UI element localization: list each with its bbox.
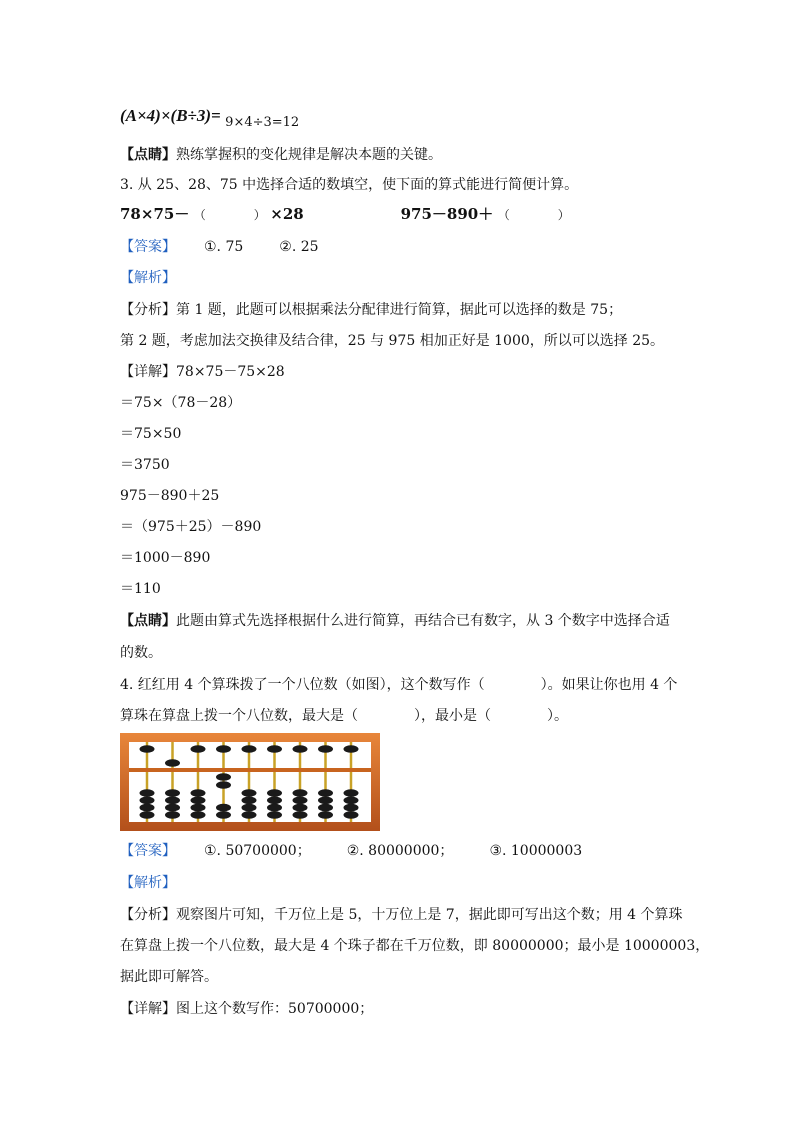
xiangjie-3-line0 bbox=[120, 362, 285, 382]
abacus-lower-bead bbox=[267, 804, 282, 812]
dianjing-1 bbox=[120, 145, 442, 165]
abacus-lower-bead bbox=[216, 773, 231, 781]
fenxi-4-line3: 据此即可解答。 bbox=[120, 969, 218, 985]
question-3-expressions bbox=[120, 204, 570, 225]
fenxi-3-text1: 第 1 题，此题可以根据乘法分配律进行简算，据此可以选择的数是 75； bbox=[176, 302, 623, 318]
abacus-lower-bead bbox=[344, 789, 359, 797]
answer-tag: 【答案】 bbox=[120, 239, 176, 255]
abacus-lower-bead bbox=[293, 789, 308, 797]
abacus-lower-bead bbox=[318, 797, 333, 805]
xiangjie-3-line4: 975－890＋25 bbox=[120, 488, 220, 504]
dianjing-tag: 【点睛】 bbox=[120, 147, 176, 163]
abacus-lower-bead bbox=[293, 804, 308, 812]
abacus-lower-bead bbox=[344, 811, 359, 819]
jiexi-4: 【解析】 bbox=[120, 875, 176, 891]
xiangjie-3-text0: 78×75－75×28 bbox=[176, 364, 285, 380]
abacus-lower-bead bbox=[242, 797, 257, 805]
dianjing-3-line2: 的数。 bbox=[120, 645, 162, 661]
abacus-beam bbox=[129, 768, 371, 772]
fenxi-4-line1 bbox=[120, 905, 683, 925]
abacus-lower-bead bbox=[191, 789, 206, 797]
abacus-upper-bead bbox=[344, 745, 359, 753]
xiangjie-3-line5: ＝（975＋25）－890 bbox=[120, 519, 262, 535]
fenxi-tag: 【分析】 bbox=[120, 907, 176, 923]
fenxi-4-line2: 在算盘上拨一个八位数，最大是 4 个珠子都在千万位数，即 80000000；最小是 10000003， bbox=[120, 938, 710, 954]
abacus-lower-bead bbox=[165, 804, 180, 812]
formula-top bbox=[120, 106, 299, 128]
abacus-upper-bead bbox=[242, 745, 257, 753]
abacus-lower-bead bbox=[165, 789, 180, 797]
xiangjie-3-line2: ＝75×50 bbox=[120, 426, 182, 442]
expr1-a: 78×75－ bbox=[120, 205, 190, 223]
abacus-upper-bead bbox=[216, 745, 231, 753]
expr1-b: ×28 bbox=[270, 205, 304, 223]
answer-tag: 【答案】 bbox=[120, 843, 176, 859]
abacus-lower-bead bbox=[242, 789, 257, 797]
fenxi-3-line1 bbox=[120, 300, 622, 320]
abacus-upper-bead bbox=[318, 745, 333, 753]
abacus-lower-bead bbox=[318, 811, 333, 819]
xiangjie-3-line7: ＝110 bbox=[120, 581, 161, 597]
dianjing-tag: 【点睛】 bbox=[120, 613, 176, 629]
answer-3 bbox=[120, 237, 319, 257]
expr2-paren: （ ） bbox=[497, 208, 570, 222]
xiangjie-4-text: 图上这个数写作：50700000； bbox=[176, 1001, 374, 1017]
formula-left: (A×4)×(B÷3)= bbox=[120, 106, 221, 125]
dianjing-3-text1: 此题由算式先选择根据什么进行简算，再结合已有数字，从 3 个数字中选择合适 bbox=[176, 613, 670, 629]
abacus-lower-bead bbox=[267, 797, 282, 805]
abacus-lower-bead bbox=[165, 811, 180, 819]
abacus-upper-bead bbox=[140, 745, 155, 753]
answer-4 bbox=[120, 841, 582, 861]
abacus-lower-bead bbox=[216, 781, 231, 789]
answer-3-1: ①. 75 bbox=[204, 239, 244, 255]
question-4-line2: 算珠在算盘上拨一个八位数，最大是（ ），最小是（ ）。 bbox=[120, 708, 568, 724]
abacus-upper-bead bbox=[293, 745, 308, 753]
abacus-lower-bead bbox=[191, 811, 206, 819]
abacus-figure bbox=[120, 733, 380, 831]
abacus-lower-bead bbox=[216, 804, 231, 812]
abacus-lower-bead bbox=[242, 804, 257, 812]
xiangjie-4 bbox=[120, 999, 373, 1019]
abacus-lower-bead bbox=[191, 797, 206, 805]
abacus-lower-bead bbox=[293, 811, 308, 819]
abacus-lower-bead bbox=[318, 804, 333, 812]
xiangjie-3-line1: ＝75×（78－28） bbox=[120, 395, 242, 411]
dianjing-3-line1 bbox=[120, 611, 670, 631]
abacus-lower-bead bbox=[242, 811, 257, 819]
expr1-paren: （ ） bbox=[193, 208, 266, 222]
abacus-lower-bead bbox=[140, 804, 155, 812]
abacus-lower-bead bbox=[293, 797, 308, 805]
answer-4-3: ③. 10000003 bbox=[489, 843, 583, 859]
fenxi-tag: 【分析】 bbox=[120, 302, 176, 318]
answer-4-1: ①. 50700000； bbox=[204, 843, 311, 859]
jiexi-3: 【解析】 bbox=[120, 270, 176, 286]
abacus-lower-bead bbox=[140, 789, 155, 797]
xiangjie-tag: 【详解】 bbox=[120, 364, 176, 380]
abacus-lower-bead bbox=[140, 797, 155, 805]
question-4-line1: 4. 红红用 4 个算珠拨了一个八位数（如图），这个数写作（ ）。如果让你也用 4 个 bbox=[120, 677, 678, 693]
dianjing-text: 熟练掌握积的变化规律是解决本题的关键。 bbox=[176, 147, 442, 163]
xiangjie-3-line3: ＝3750 bbox=[120, 457, 170, 473]
fenxi-3-line2: 第 2 题，考虑加法交换律及结合律，25 与 975 相加正好是 1000，所以可以选择 25。 bbox=[120, 333, 665, 349]
abacus-lower-bead bbox=[318, 789, 333, 797]
abacus-lower-bead bbox=[165, 797, 180, 805]
abacus-upper-bead bbox=[165, 759, 180, 767]
abacus-lower-bead bbox=[191, 804, 206, 812]
abacus-lower-bead bbox=[216, 811, 231, 819]
expr2-a: 975－890＋ bbox=[400, 205, 494, 223]
abacus-upper-bead bbox=[191, 745, 206, 753]
xiangjie-3-line6: ＝1000－890 bbox=[120, 550, 211, 566]
answer-4-2: ②. 80000000； bbox=[346, 843, 454, 859]
abacus-lower-bead bbox=[267, 811, 282, 819]
abacus-upper-bead bbox=[267, 745, 282, 753]
abacus-lower-bead bbox=[344, 797, 359, 805]
abacus-lower-bead bbox=[140, 811, 155, 819]
abacus-lower-bead bbox=[267, 789, 282, 797]
abacus-lower-bead bbox=[344, 804, 359, 812]
answer-3-2: ②. 25 bbox=[279, 239, 319, 255]
formula-right: 9×4÷3=12 bbox=[225, 115, 300, 130]
fenxi-4-text1: 观察图片可知，千万位上是 5，十万位上是 7，据此即可写出这个数；用 4 个算珠 bbox=[176, 907, 683, 923]
question-3-stem: 3. 从 25、28、75 中选择合适的数填空，使下面的算式能进行简便计算。 bbox=[120, 177, 579, 193]
xiangjie-tag: 【详解】 bbox=[120, 1001, 176, 1017]
